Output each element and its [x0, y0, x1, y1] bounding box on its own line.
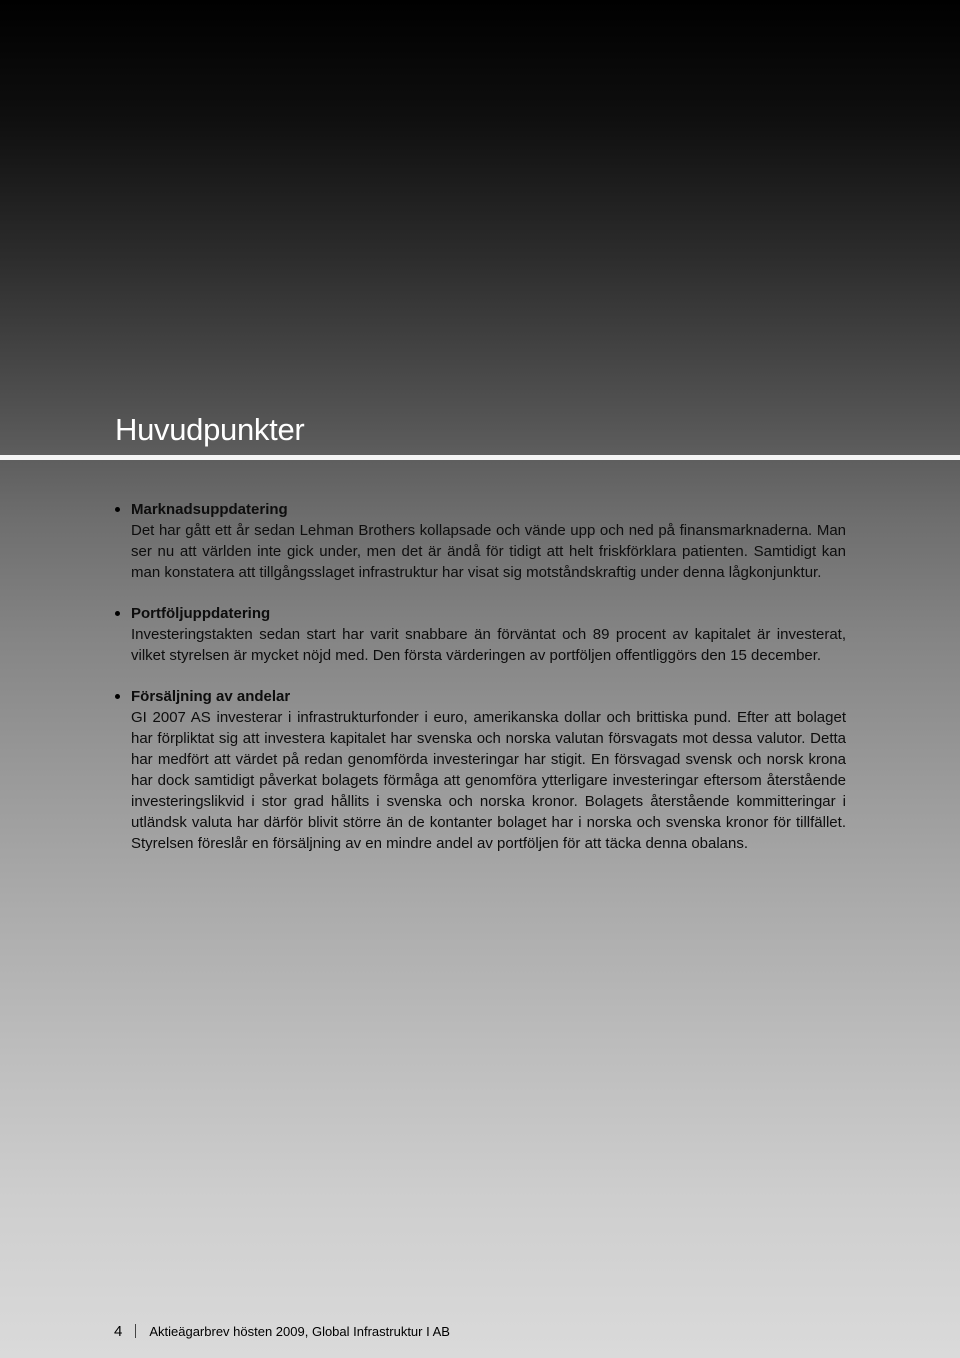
highlight-share-sale — [115, 686, 846, 854]
title-rule — [0, 455, 960, 460]
publication-title: Aktieägarbrev hösten 2009, Global Infrastruktur I AB — [149, 1323, 450, 1339]
bullet-icon — [115, 507, 120, 512]
footer-divider — [135, 1324, 136, 1338]
item-heading: Försäljning av andelar — [131, 688, 291, 705]
item-body: Investeringstakten sedan start har varit snabbare än förväntat och 89 procent av kapitalet är investerat, vilket styrelsen är mycket nöjd med. Den första värderingen av portföljen offentliggörs den 15 december. — [131, 626, 846, 664]
highlights-list — [115, 499, 846, 874]
page-footer — [114, 1322, 450, 1340]
item-body: GI 2007 AS investerar i infrastrukturfonder i euro, amerikanska dollar och brittiska pund. Efter att bolaget har förpliktat sig att investera kapitalet har svenska och norska valutan försvagats mot dessa valutor. Detta har medfört att värdet på redan genomförda investeringar har stigit. En försvagad svensk och norsk krona har dock samtidigt påverkat bolagets förmåga att genomföra ytterligare investeringar eftersom återstående investeringslikvid i stor grad hållits i svenska och norska kronor. Bolagets återstående kommitteringar i utländsk valuta har därför blivit större än de kontanter bolaget har i norska och svenska kronor för tillfället. Styrelsen föreslår en försäljning av en mindre andel av portföljen för att täcka denna obalans. — [131, 709, 846, 852]
page-title: Huvudpunkter — [115, 412, 305, 447]
item-heading: Marknadsuppdatering — [131, 501, 288, 518]
item-body: Det har gått ett år sedan Lehman Brothers kollapsade och vände upp och ned på finansmarknaderna. Man ser nu att världen inte gick under, men det är ändå för tidigt att helt friskförklara patienten. Samtidigt kan man konstatera att tillgångsslaget infrastruktur har visat sig motståndskraftig under denna lågkonjunktur. — [131, 522, 846, 581]
bullet-icon — [115, 611, 120, 616]
page-number: 4 — [114, 1322, 123, 1340]
highlight-portfolio-update — [115, 603, 846, 666]
highlight-market-update — [115, 499, 846, 583]
bullet-icon — [115, 694, 120, 699]
item-heading: Portföljuppdatering — [131, 605, 271, 622]
